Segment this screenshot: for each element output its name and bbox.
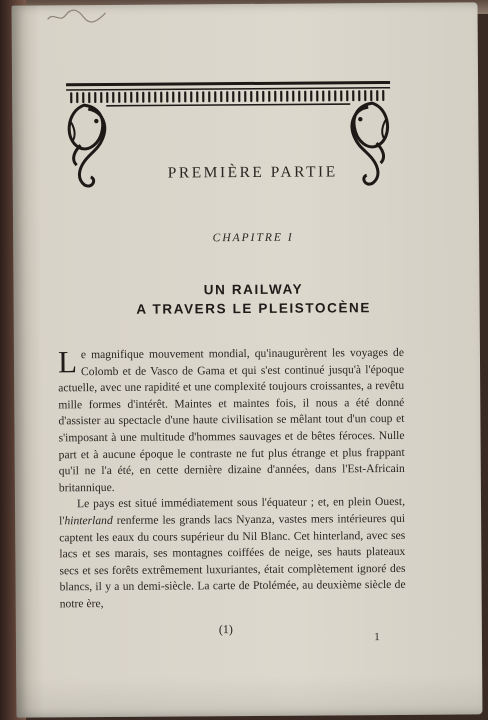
page-number: 1 bbox=[374, 631, 380, 644]
chapter-label: CHAPITRE I bbox=[212, 231, 294, 245]
drop-cap: L bbox=[57, 344, 78, 380]
page-shadow bbox=[16, 674, 482, 717]
pencil-scribble bbox=[44, 5, 114, 27]
paragraph-1-text: e magnifique mouvement mondial, qu'inaugurèrent les voyages de Colomb et de Vasco de Gama et qui s'est continué jusqu'à l'époque actuelle, avec une rapidité et une complexité toujours croissantes, a revêtu mille formes d'intérêt. Maintes et maintes fois, il nous a été donné d'assister au spectacle d'une haute civilisation se mêlant tout d'un coup et s'imposant à une multitude d'hommes sauvages et de bêtes féroces. Nulle part et à aucune époque le contraste ne fut plus étrange et plus frappant qu'il ne l'a été, en cette dernière dizaine d'années, dans l'Est-Africain britannique. bbox=[58, 345, 405, 495]
paragraph-2 bbox=[59, 494, 406, 613]
left-elephant-head bbox=[69, 105, 105, 186]
chapter-title-line-1: UN RAILWAY bbox=[203, 281, 304, 298]
footer-mark: (1) bbox=[218, 622, 233, 637]
body-text bbox=[58, 345, 406, 613]
paragraph-1 bbox=[58, 345, 405, 497]
book-page bbox=[12, 2, 483, 717]
part-title: PREMIÈRE PARTIE bbox=[167, 163, 338, 182]
paragraph-2-end: renferme les grands lacs Nyanza, vastes mers intérieures qui captent les eaux du cours supérieur du Nil Blanc. Cet hinterland, avec ses lacs et ses marais, ses montagnes coiffées de neige, ses hauts plateaux secs et ses forêts extrêmement luxuriantes, était complètement ignoré des blancs, il y a un demi-siècle. La carte de Ptolémée, au deuxième siècle de notre ère, bbox=[59, 511, 406, 611]
paragraph-2-italic: hinterland bbox=[64, 513, 113, 528]
paragraph-2-start: Le pays est situé immédiatement sous l'équateur ; et, en plein Ouest, l' bbox=[59, 495, 406, 528]
chapter-title-line-2: A TRAVERS LE PLEISTOCÈNE bbox=[136, 300, 372, 317]
